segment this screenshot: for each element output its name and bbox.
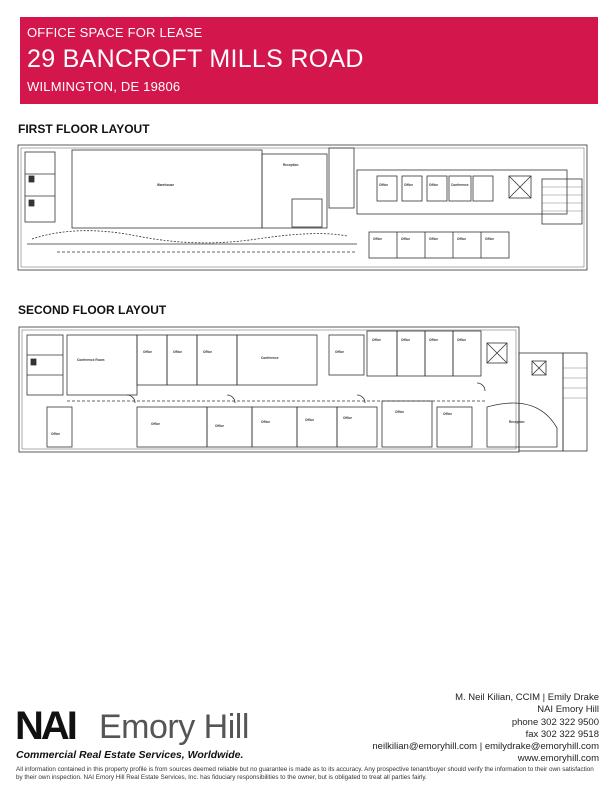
room-label: Office <box>429 237 439 241</box>
room-label: Office <box>395 410 405 414</box>
legal-disclaimer: All information contained in this property profile is from sources deemed reliable but no guarantee is made as to its accuracy. Any prospective tenant/buyer should verify the information to their own satisfaction by their own inspection. NAI Emory Hill Real Estate Services, Inc. has fiduciary responsibilities to the owner, but is obligated to treat all parties fairly. <box>16 766 594 781</box>
room-label: Conference Room <box>77 358 105 362</box>
room-label: Office <box>215 424 225 428</box>
room-label: Office <box>401 237 411 241</box>
room-label: Office <box>485 237 495 241</box>
room-label: Office <box>443 412 453 416</box>
room-label: Warehouse <box>157 183 175 187</box>
room-label: Reception <box>509 420 525 424</box>
nai-emory-hill-logo <box>15 704 280 754</box>
first-floor-heading: FIRST FLOOR LAYOUT <box>18 122 150 136</box>
property-city: WILMINGTON, DE 19806 <box>27 79 181 94</box>
room-label: Office <box>151 422 161 426</box>
room-label: Office <box>429 183 439 187</box>
second-floor-heading: SECOND FLOOR LAYOUT <box>18 303 167 317</box>
room-label: Office <box>401 338 411 342</box>
room-label: Reception <box>283 163 299 167</box>
room-label: Conference <box>261 356 279 360</box>
room-label: Office <box>305 418 315 422</box>
phone-number: phone 302 322 9500 <box>511 716 599 728</box>
room-label: Office <box>203 350 213 354</box>
room-label: Office <box>51 432 61 436</box>
company-name: NAI Emory Hill <box>537 704 599 716</box>
logo-nai-mark: NAI <box>15 704 75 748</box>
room-label: Office <box>457 237 467 241</box>
fax-number: fax 302 322 9518 <box>525 728 599 740</box>
room-label: Office <box>261 420 271 424</box>
room-label: Office <box>343 416 353 420</box>
room-label: Office <box>143 350 153 354</box>
logo-emory-hill: Emory Hill <box>99 708 249 746</box>
company-tagline: Commercial Real Estate Services, Worldwide. <box>16 749 244 761</box>
room-label: Conference <box>451 183 469 187</box>
property-address: 29 BANCROFT MILLS ROAD <box>27 45 364 73</box>
agent-names: M. Neil Kilian, CCIM | Emily Drake <box>455 692 599 703</box>
email-links[interactable]: neilkilian@emoryhill.com | emilydrake@emoryhill.com <box>372 741 599 753</box>
second-floor-plan <box>17 323 589 455</box>
listing-type: OFFICE SPACE FOR LEASE <box>27 25 203 40</box>
room-label: Office <box>429 338 439 342</box>
room-label: Office <box>335 350 345 354</box>
first-floor-plan <box>17 144 589 272</box>
website-link[interactable]: www.emoryhill.com <box>517 753 599 765</box>
contact-block <box>372 692 599 766</box>
room-label: Office <box>457 338 467 342</box>
room-label: Office <box>379 183 389 187</box>
header-banner <box>20 17 598 104</box>
room-label: Office <box>372 338 382 342</box>
room-label: Office <box>373 237 383 241</box>
room-label: Office <box>173 350 183 354</box>
room-label: Office <box>404 183 414 187</box>
